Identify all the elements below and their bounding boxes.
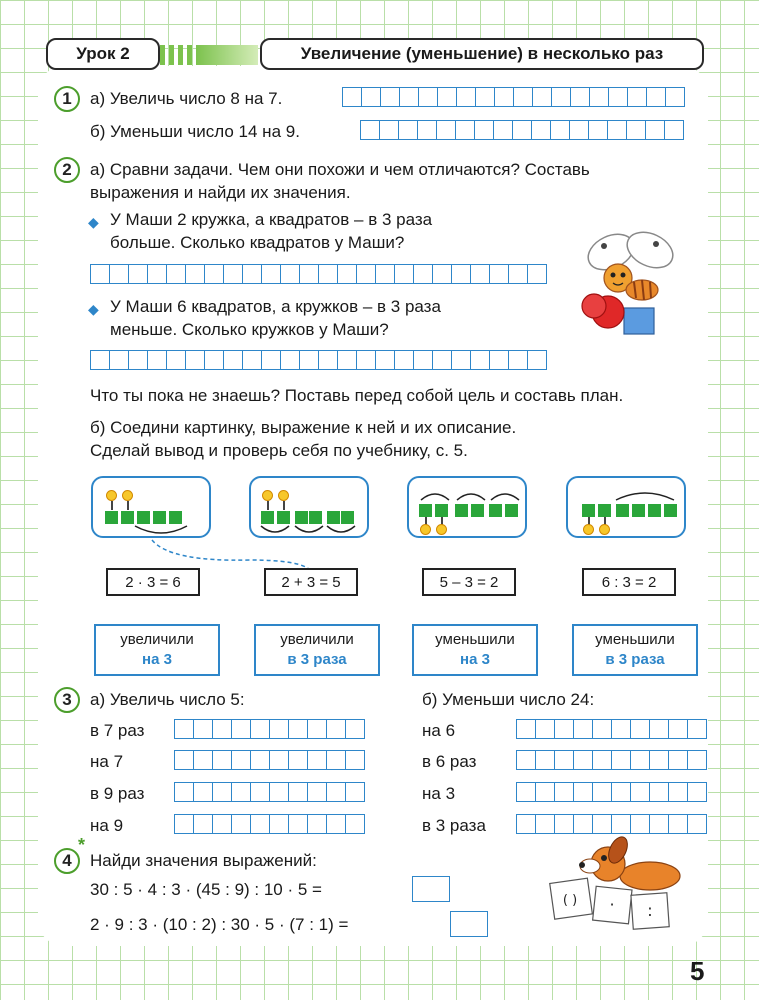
- task3-a-item: на 9: [90, 816, 124, 835]
- task2-b-line1: б) Соедини картинку, выражение к ней и их описание.: [90, 418, 517, 437]
- task3-b-title: б) Уменьши число 24:: [422, 690, 595, 709]
- answer-cells-3b-4[interactable]: [516, 814, 707, 834]
- task2-a-line1: а) Сравни задачи. Чем они похожи и чем отличаются? Составь: [90, 160, 590, 179]
- task-number-1: 1: [54, 86, 80, 112]
- lesson-topic: Увеличение (уменьшение) в несколько раз: [260, 38, 704, 70]
- problem2-line2: меньше. Сколько кружков у Маши?: [110, 320, 389, 339]
- card-symbol-dot: ·: [609, 895, 615, 914]
- expression-box-3[interactable]: 5 – 3 = 2: [422, 568, 516, 596]
- problem1-line2: больше. Сколько квадратов у Маши?: [110, 233, 405, 252]
- dashed-connector: [150, 538, 320, 572]
- task3-a-item: на 7: [90, 752, 124, 771]
- task4-expression-2: 2 · 9 : 3 · (10 : 2) : 30 · 5 · (7 : 1) =: [90, 915, 349, 934]
- task3-b-item: в 6 раз: [422, 752, 477, 771]
- answer-cells-3b-1[interactable]: [516, 719, 707, 739]
- answer-cells-1a[interactable]: [342, 87, 685, 107]
- task-number-2: 2: [54, 157, 80, 183]
- answer-cells-3a-3[interactable]: [174, 782, 365, 802]
- description-verb: увеличили: [120, 631, 194, 648]
- diamond-bullet-icon: ◆: [88, 301, 99, 317]
- picture-card-4[interactable]: [566, 476, 686, 538]
- task3-b-item: в 3 раза: [422, 816, 486, 835]
- task3-a-title: а) Увеличь число 5:: [90, 690, 245, 709]
- bracket-arcs: [259, 524, 363, 536]
- picture-card-3[interactable]: [407, 476, 527, 538]
- description-amount: в 3 раза: [287, 651, 347, 668]
- description-box-4[interactable]: [572, 624, 698, 676]
- description-verb: увеличили: [280, 631, 354, 648]
- problem2-line1: У Маши 6 квадратов, а кружков – в 3 раза: [110, 297, 441, 316]
- answer-cells-3a-1[interactable]: [174, 719, 365, 739]
- description-box-1[interactable]: [94, 624, 220, 676]
- description-verb: уменьшили: [595, 631, 675, 648]
- header-decoration: [160, 44, 258, 66]
- task4-expression-1: 30 : 5 · 4 : 3 · (45 : 9) : 10 · 5 =: [90, 880, 322, 899]
- task3-a-item: в 7 раз: [90, 721, 145, 740]
- task3-a-item: в 9 раз: [90, 784, 145, 803]
- task-number-4: 4: [54, 848, 80, 874]
- task3-b-item: на 6: [422, 721, 456, 740]
- expression-box-4[interactable]: 6 : 3 = 2: [582, 568, 676, 596]
- goal-text: Что ты пока не знаешь? Поставь перед собой цель и составь план.: [90, 386, 624, 405]
- bracket-arc: [133, 524, 189, 536]
- description-amount: на 3: [142, 651, 172, 668]
- answer-cells-3b-3[interactable]: [516, 782, 707, 802]
- description-amount: на 3: [460, 651, 490, 668]
- description-amount: в 3 раза: [605, 651, 665, 668]
- dog-illustration: [546, 836, 686, 934]
- card-symbol-colon: :: [647, 901, 653, 920]
- description-verb: уменьшили: [435, 631, 515, 648]
- picture-card-2[interactable]: [249, 476, 369, 538]
- task1-a-text: а) Увеличь число 8 на 7.: [90, 89, 283, 108]
- description-box-2[interactable]: [254, 624, 380, 676]
- task4-title: Найди значения выражений:: [90, 851, 317, 870]
- answer-cells-problem1[interactable]: [90, 264, 547, 284]
- answer-cells-3b-2[interactable]: [516, 750, 707, 770]
- task2-a-line2: выражения и найди их значения.: [90, 183, 351, 202]
- picture-card-1[interactable]: [91, 476, 211, 538]
- task-number-3: 3: [54, 687, 80, 713]
- task3-b-item: на 3: [422, 784, 456, 803]
- diamond-bullet-icon: ◆: [88, 214, 99, 230]
- answer-box-expr2[interactable]: [450, 911, 488, 937]
- card-symbol-parentheses: ( ): [562, 893, 578, 908]
- bracket-arcs: [417, 488, 521, 502]
- task1-b-text: б) Уменьши число 14 на 9.: [90, 122, 300, 141]
- answer-cells-problem2[interactable]: [90, 350, 547, 370]
- answer-cells-1b[interactable]: [360, 120, 684, 140]
- expression-box-2[interactable]: 2 + 3 = 5: [264, 568, 358, 596]
- star-marker: *: [78, 835, 86, 855]
- page-number: 5: [690, 956, 705, 986]
- answer-cells-3a-2[interactable]: [174, 750, 365, 770]
- expression-box-1[interactable]: 2 · 3 = 6: [106, 568, 200, 596]
- lesson-label: Урок 2: [46, 38, 160, 70]
- answer-cells-3a-4[interactable]: [174, 814, 365, 834]
- bee-illustration: [576, 230, 686, 350]
- problem1-line1: У Маши 2 кружка, а квадратов – в 3 раза: [110, 210, 433, 229]
- answer-box-expr1[interactable]: [412, 876, 450, 902]
- bracket-arc: [612, 488, 678, 502]
- description-box-3[interactable]: [412, 624, 538, 676]
- task2-b-line2: Сделай вывод и проверь себя по учебнику, с. 5.: [90, 441, 468, 460]
